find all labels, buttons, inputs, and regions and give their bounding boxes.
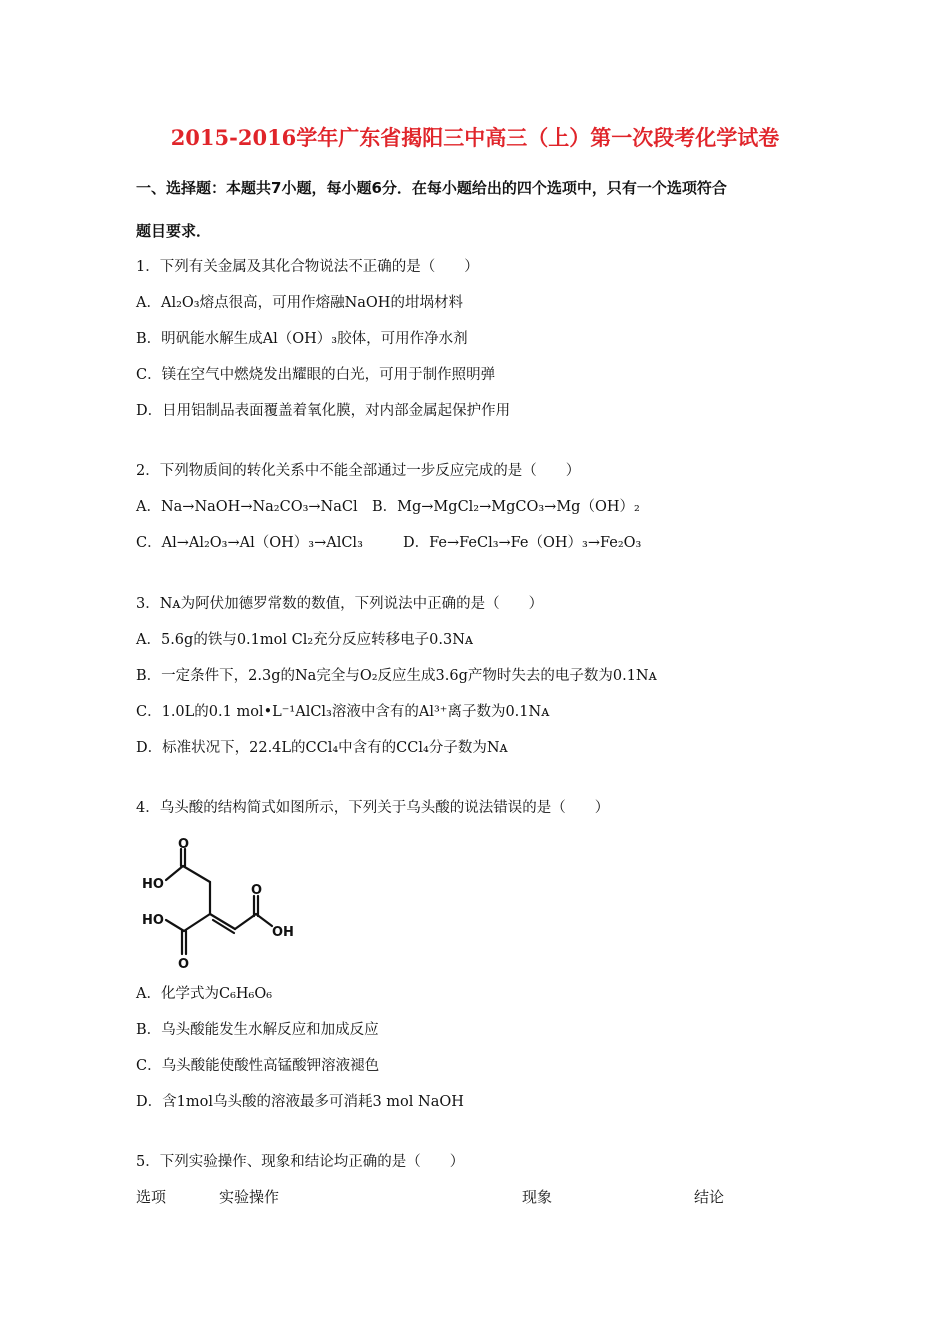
q3-option-d: D．标准状况下，22.4L的CCl₄中含有的CCl₄分子数为Nᴀ <box>136 740 508 756</box>
q5-header-conclusion: 结论 <box>694 1188 725 1206</box>
q4-option-d: D．含1mol乌头酸的溶液最多可消耗3 mol NaOH <box>136 1094 464 1110</box>
q1-option-c: C．镁在空气中燃烧发出耀眼的白光，可用于制作照明弹 <box>136 367 496 383</box>
q2-stem: 2．下列物质间的转化关系中不能全部通过一步反应完成的是（ ） <box>136 463 581 479</box>
section-heading-line2: 题目要求． <box>136 222 212 240</box>
structure-label-o-bottom: O <box>178 957 190 972</box>
structure-label-ho-top: HO <box>142 877 164 892</box>
q5-header-option: 选项 <box>136 1188 167 1206</box>
q4-option-b: B．乌头酸能发生水解反应和加成反应 <box>136 1022 379 1038</box>
q1-option-b: B．明矾能水解生成Al（OH）₃胶体，可用作净水剂 <box>136 331 468 347</box>
q5-stem: 5．下列实验操作、现象和结论均正确的是（ ） <box>136 1154 465 1170</box>
q2-option-d: D．Fe→FeCl₃→Fe（OH）₃→Fe₂O₃ <box>403 535 642 551</box>
q5-header-phenomenon: 现象 <box>522 1188 553 1206</box>
structure-label-o-right: O <box>251 883 263 898</box>
q4-option-a: A．化学式为C₆H₆O₆ <box>136 986 273 1002</box>
q5-header-operation: 实验操作 <box>219 1188 280 1206</box>
structure-label-ho-bottom: HO <box>142 913 164 928</box>
structure-label-oh-right: OH <box>272 925 294 940</box>
q2-option-b: B．Mg→MgCl₂→MgCO₃→Mg（OH）₂ <box>372 499 640 515</box>
section-heading-line1: 一、选择题：本题共7小题，每小题6分．在每小题给出的四个选项中，只有一个选项符合 <box>136 179 727 197</box>
q1-option-d: D．日用铝制品表面覆盖着氧化膜，对内部金属起保护作用 <box>136 403 511 419</box>
structure-label-o-top: O <box>178 837 190 852</box>
q3-stem: 3．Nᴀ为阿伏加德罗常数的数值，下列说法中正确的是（ ） <box>136 596 544 612</box>
q2-option-c: C．Al→Al₂O₃→Al（OH）₃→AlCl₃ <box>136 535 363 551</box>
q3-option-a: A．5.6g的铁与0.1mol Cl₂充分反应转移电子0.3Nᴀ <box>136 632 474 648</box>
page-title: 2015-2016学年广东省揭阳三中高三（上）第一次段考化学试卷 <box>170 125 780 150</box>
q1-option-a: A．Al₂O₃熔点很高，可用作熔融NaOH的坩埚材料 <box>136 295 463 311</box>
q3-option-c: C．1.0L的0.1 mol•L⁻¹AlCl₃溶液中含有的Al³⁺离子数为0.1Nᴀ <box>136 704 550 720</box>
q3-option-b: B．一定条件下，2.3g的Na完全与O₂反应生成3.6g产物时失去的电子数为0.1Nᴀ <box>136 668 657 684</box>
q1-stem: 1．下列有关金属及其化合物说法不正确的是（ ） <box>136 259 479 275</box>
q4-stem: 4．乌头酸的结构简式如图所示，下列关于乌头酸的说法错误的是（ ） <box>136 800 610 816</box>
q2-option-a: A．Na→NaOH→Na₂CO₃→NaCl <box>136 499 358 515</box>
q4-option-c: C．乌头酸能使酸性高锰酸钾溶液褪色 <box>136 1058 380 1074</box>
aconitic-acid-structure <box>138 836 298 972</box>
